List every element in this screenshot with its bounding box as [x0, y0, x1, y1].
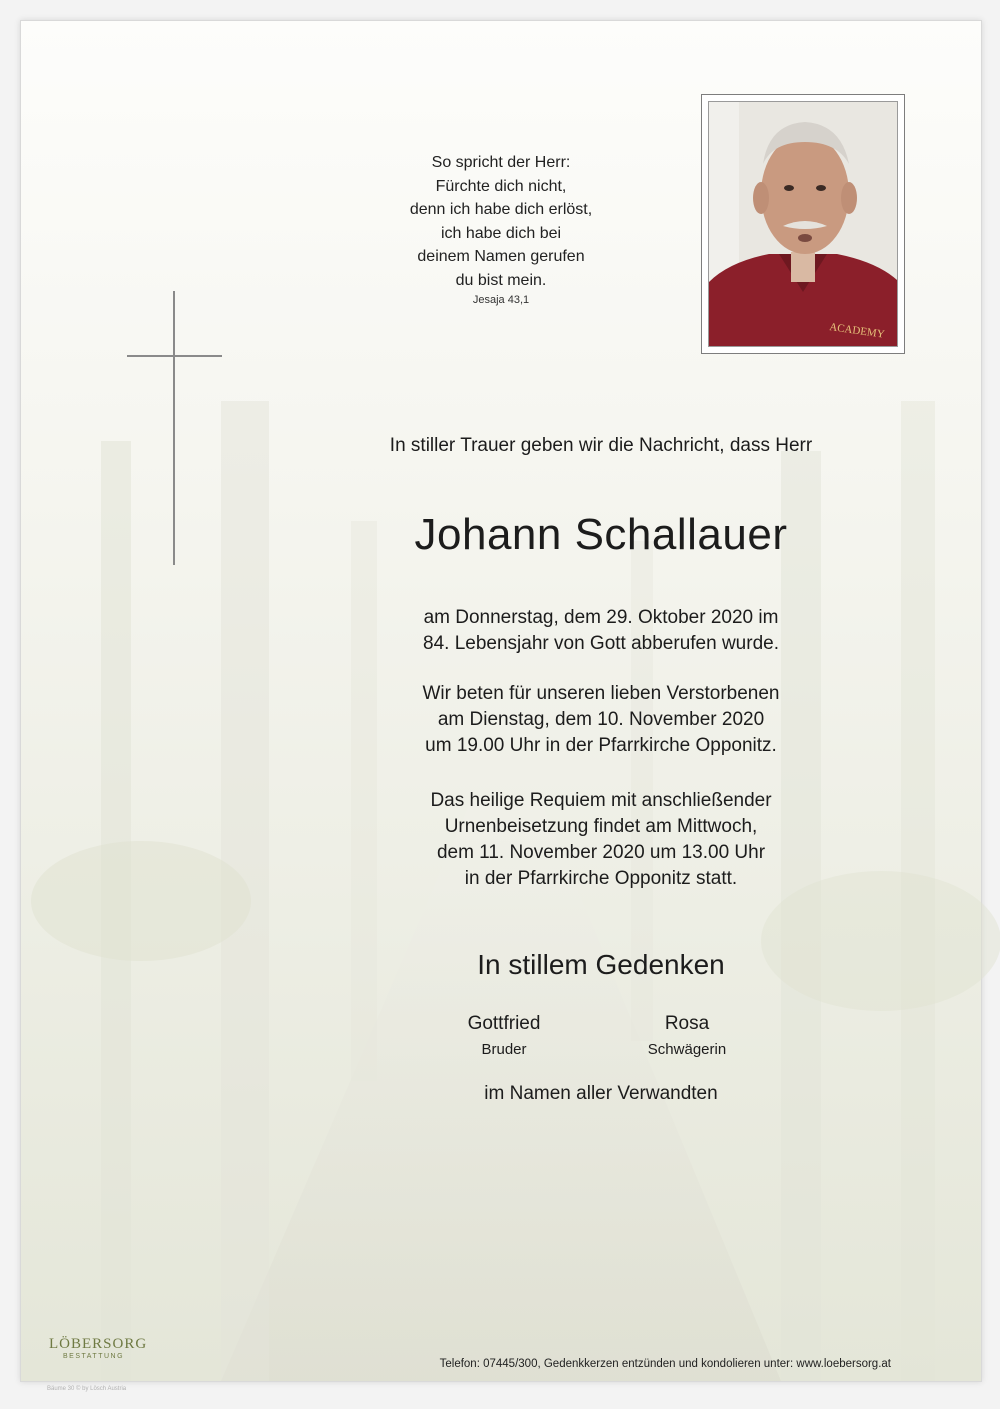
paragraph-line: um 19.00 Uhr in der Pfarrkirche Opponitz.	[425, 735, 777, 756]
paragraph-line: Wir beten für unseren lieben Verstorbenen	[422, 683, 780, 704]
verse-line: du bist mein.	[455, 271, 547, 289]
verse-reference: Jesaja 43,1	[472, 294, 530, 306]
paragraph-line: dem 11. November 2020 um 13.00 Uhr	[436, 842, 766, 863]
requiem-paragraph	[321, 788, 881, 892]
verse-line: ich habe dich bei	[440, 224, 562, 242]
funeral-home-logo	[49, 1336, 169, 1362]
announcement-intro: In stiller Trauer geben wir die Nachricht, dass Herr	[389, 435, 813, 456]
verse-line: denn ich habe dich erlöst,	[409, 201, 593, 218]
mourner-relation: Bruder	[481, 1041, 527, 1058]
cross-icon-bar	[127, 355, 222, 357]
paragraph-line: am Donnerstag, dem 29. Oktober 2020 im	[423, 607, 779, 628]
verse-line: Fürchte dich nicht,	[435, 177, 567, 195]
bible-verse	[341, 151, 661, 308]
portrait-photo	[708, 101, 898, 347]
death-paragraph	[321, 605, 881, 657]
portrait-illustration	[709, 102, 897, 346]
verse-line: deinem Namen gerufen	[417, 248, 585, 265]
mourner-relation: Schwägerin	[647, 1041, 727, 1058]
relatives-line: im Namen aller Verwandten	[484, 1083, 718, 1104]
deceased-name: Johann Schallauer	[414, 510, 788, 559]
parte-card	[20, 20, 982, 1392]
shirt-print: ACADEMY	[828, 321, 886, 341]
logo-name: LÖBERSORG	[49, 1336, 148, 1352]
prayer-paragraph	[321, 681, 881, 759]
logo-subtitle: BESTATTUNG	[63, 1353, 125, 1360]
paragraph-line: Urnenbeisetzung findet am Mittwoch,	[444, 816, 758, 837]
mourner	[414, 1011, 594, 1061]
paragraph-line: Das heilige Requiem mit anschließender	[430, 790, 772, 811]
mourner-name: Gottfried	[467, 1013, 541, 1034]
portrait-frame	[701, 94, 905, 354]
paragraph-line: 84. Lebensjahr von Gott abberufen wurde.	[423, 633, 779, 654]
mourner	[597, 1011, 777, 1061]
paragraph-line: in der Pfarrkirche Opponitz statt.	[464, 868, 738, 889]
verse-line: So spricht der Herr:	[431, 154, 571, 171]
mourner-name: Rosa	[664, 1013, 710, 1034]
cross-icon	[173, 291, 175, 565]
memory-heading: In stillem Gedenken	[477, 949, 725, 980]
image-credit: Bäume 30 © by Lösch Austria	[47, 1386, 127, 1392]
footer-contact: Telefon: 07445/300, Gedenkkerzen entzünden und kondolieren unter: www.loebersorg.at	[439, 1358, 891, 1370]
paragraph-line: am Dienstag, dem 10. November 2020	[437, 709, 765, 730]
